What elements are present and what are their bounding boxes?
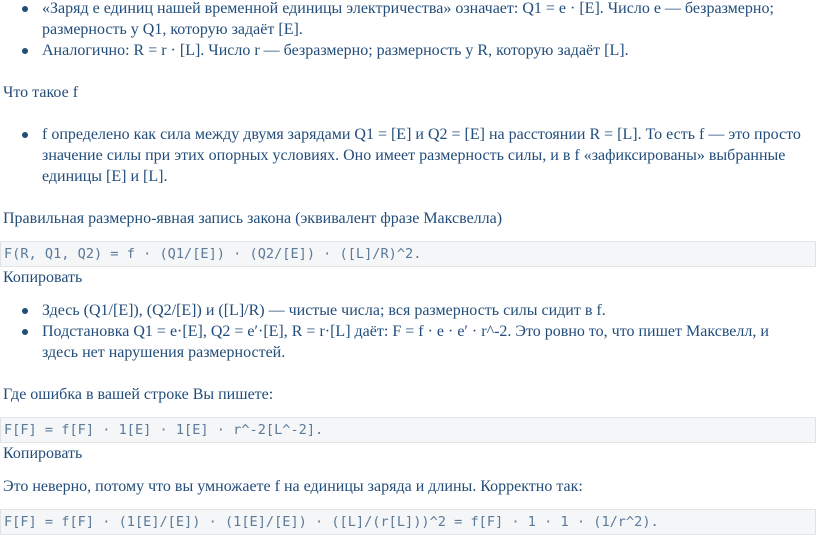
copy-button[interactable]: Копировать <box>3 269 83 286</box>
section-heading-what-is-f: Что такое f <box>3 84 79 101</box>
list-item: f определено как сила между двумя зарядами Q1 = [E] и Q2 = [E] на расстоянии R = [L]. То есть f — это просто значение силы при этих опорных условиях. Оно имеет размерность силы, и в f «зафиксированы» выбранные единицы [E] и [L]. <box>0 124 816 187</box>
list-item: «Заряд e единиц нашей временной единицы электричества» означает: Q1 = e · [E]. Число e — безразмерно; размерность у Q1, которую задаёт [E]. <box>0 0 816 40</box>
list-item: Здесь (Q1/[E]), (Q2/[E]) и ([L]/R) — чистые числа; вся размерность силы сидит в f. <box>0 300 816 321</box>
list-item: Подстановка Q1 = e·[E], Q2 = e′·[E], R = r·[L] даёт: F = f · e · e′ · r^-2. Это ровно то, что пишет Максвелл, и здесь нет нарушения размерностей. <box>0 321 816 363</box>
code-block-corrected: F[F] = f[F] · (1[E]/[E]) · (1[E]/[E]) · ([L]/(r[L]))^2 = f[F] · 1 · 1 · (1/r^2). <box>0 509 816 535</box>
bullet-list-units <box>0 0 816 61</box>
section-heading-correction: Это неверно, потому что вы умножаете f на единицы заряда и длины. Корректно так: <box>3 478 583 495</box>
bullet-list-f-definition <box>0 124 816 187</box>
copy-button[interactable]: Копировать <box>3 445 83 462</box>
section-heading-error: Где ошибка в вашей строке Вы пишете: <box>3 386 274 403</box>
list-item: Аналогично: R = r · [L]. Число r — безразмерно; размерность у R, которую задаёт [L]. <box>0 40 816 61</box>
section-heading-correct-law: Правильная размерно-явная запись закона (эквивалент фразе Максвелла) <box>3 210 503 227</box>
code-block-user-line: F[F] = f[F] · 1[E] · 1[E] · r^-2[L^-2]. <box>0 417 816 443</box>
bullet-list-explanation <box>0 300 816 363</box>
code-block-correct-law: F(R, Q1, Q2) = f · (Q1/[E]) · (Q2/[E]) · ([L]/R)^2. <box>0 241 816 267</box>
